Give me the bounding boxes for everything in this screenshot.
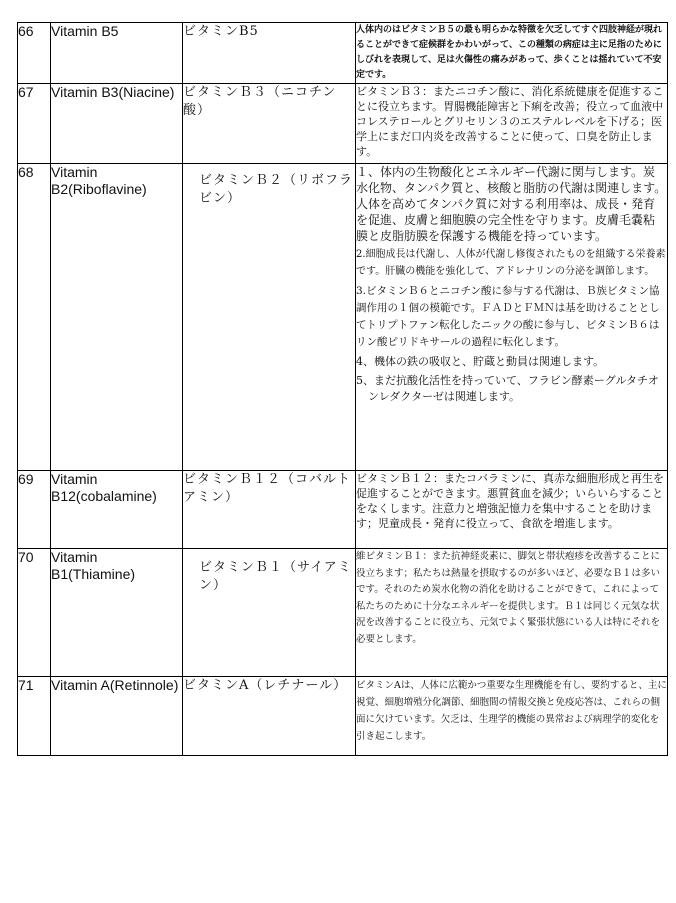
english-name: Vitamin B2(Riboflavine) — [51, 164, 183, 471]
row-number: 66 — [18, 23, 51, 84]
row-number: 69 — [18, 471, 51, 549]
row-number: 67 — [18, 84, 51, 164]
description-cell — [356, 471, 668, 549]
japanese-name: ビタミンB5 — [183, 23, 356, 84]
table-row — [18, 164, 668, 471]
row-number: 71 — [18, 677, 51, 756]
row-number: 70 — [18, 549, 51, 677]
table-row — [18, 84, 668, 164]
description-paragraph: 4、機体の鉄の吸収と、貯蔵と動員は関連します。 — [356, 355, 605, 368]
description-paragraph: 5、まだ抗酸化活性を持っていて、フラビン酵素ーグルタチオンレダクターゼは関連します。 — [356, 374, 659, 403]
table-row — [18, 23, 668, 84]
description-text: ビタミンAは、人体に広範かつ重要な生理機能を有し、要約すると、主に視覚、細胞増殖分化調節、細胞間の情報交換と免疫応答は、これらの側面に欠けています。欠乏は、生理学的機能の異常および病理学的変化を引き起こします。 — [356, 680, 667, 742]
japanese-name: ビタミンＢ１２（コバルトアミン） — [183, 471, 356, 549]
japanese-name: ビタミンA（レチナール） — [183, 677, 356, 756]
english-name: Vitamin B3(Niacine) — [51, 84, 183, 164]
description-cell — [356, 549, 668, 677]
description-text: 人体内のはビタミンＢ５の最も明らかな特徴を欠乏してすぐ四肢神経が現れることができて症候群をかわいがって、この種類の病症は主に足指のためにしびれを表現して、足は火傷性の痛みがあって、歩くことは揺れていて不安定です。 — [356, 25, 663, 80]
table-row — [18, 549, 668, 677]
row-number: 68 — [18, 164, 51, 471]
description-text: ビタミンＢ１２：またコバラミンに、真赤な細胞形成と再生を促進することができます。悪質貧血を減少；いらいらすることをなくします。注意力と増強記憶力を集中することを助けます；児童成長・発育に役立って、食欲を増進します。 — [356, 472, 664, 530]
vitamin-table — [17, 22, 668, 756]
japanese-name: ビタミンＢ２（リボフラビン） — [183, 164, 356, 471]
english-name: Vitamin A(Retinnole) — [51, 677, 183, 756]
description-paragraph: １、体内の生物酸化とエネルギー代謝に関与します。炭水化物、タンパク質と、核酸と脂肪の代謝は関連します。人体を高めてタンパク質に対する利用率は、成長・発育を促進、皮膚と細胞膜の完全性を守ります。皮膚毛嚢粘膜と皮脂肪膜を保護する機能を持っています。 — [356, 165, 667, 243]
description-paragraph: 3.ビタミンＢ６とニコチン酸に参与する代謝は、Ｂ族ビタミン協調作用の１個の模範です。ＦＡＤとＦＭＮは基を助けることとしてトリプトファン転化したニックの酸に参与し、ビタミンＢ６はリン酸ピリドキサールの過程に転化します。 — [356, 285, 660, 348]
description-cell — [356, 84, 668, 164]
description-text: ビタミンＢ３：またニコチン酸に、消化系統健康を促進することに役立ちます。胃腸機能障害と下痢を改善；役立って血液中コレステロールとグリセリン３のエステルレベルを下げる；医学上にまだ口内炎を改善することに使って、口臭を防止します。 — [356, 85, 664, 158]
description-paragraph: 2.細胞成長は代謝し、人体が代謝し修復されたものを組織する栄養素です。肝臓の機能を強化して、アドレナリンの分泌を調節します。 — [356, 249, 666, 277]
japanese-name: ビタミンＢ１（サイアミン） — [183, 549, 356, 677]
english-name: Vitamin B12(cobalamine) — [51, 471, 183, 549]
description-cell — [356, 677, 668, 756]
table-row — [18, 471, 668, 549]
japanese-name: ビタミンＢ３（ニコチン酸） — [183, 84, 356, 164]
description-cell — [356, 23, 668, 84]
table-row — [18, 677, 668, 756]
english-name: Vitamin B5 — [51, 23, 183, 84]
description-cell — [356, 164, 668, 471]
english-name: Vitamin B1(Thiamine) — [51, 549, 183, 677]
description-text: 維ビタミンＢ１：また抗神経炎素に、脚気と帯状疱疹を改善することに役立ちます；私たちは熱量を摂取するのが多いほど、必要なＢ１は多いです。それのため炭水化物の消化を助けることができて、これによって私たちのために十分なエネルギーを提供します。Ｂ１は同じく元気な状況を改善することに役立ち、元気でよく緊張状態にいる人は特にそれを必要とします。 — [356, 551, 661, 645]
